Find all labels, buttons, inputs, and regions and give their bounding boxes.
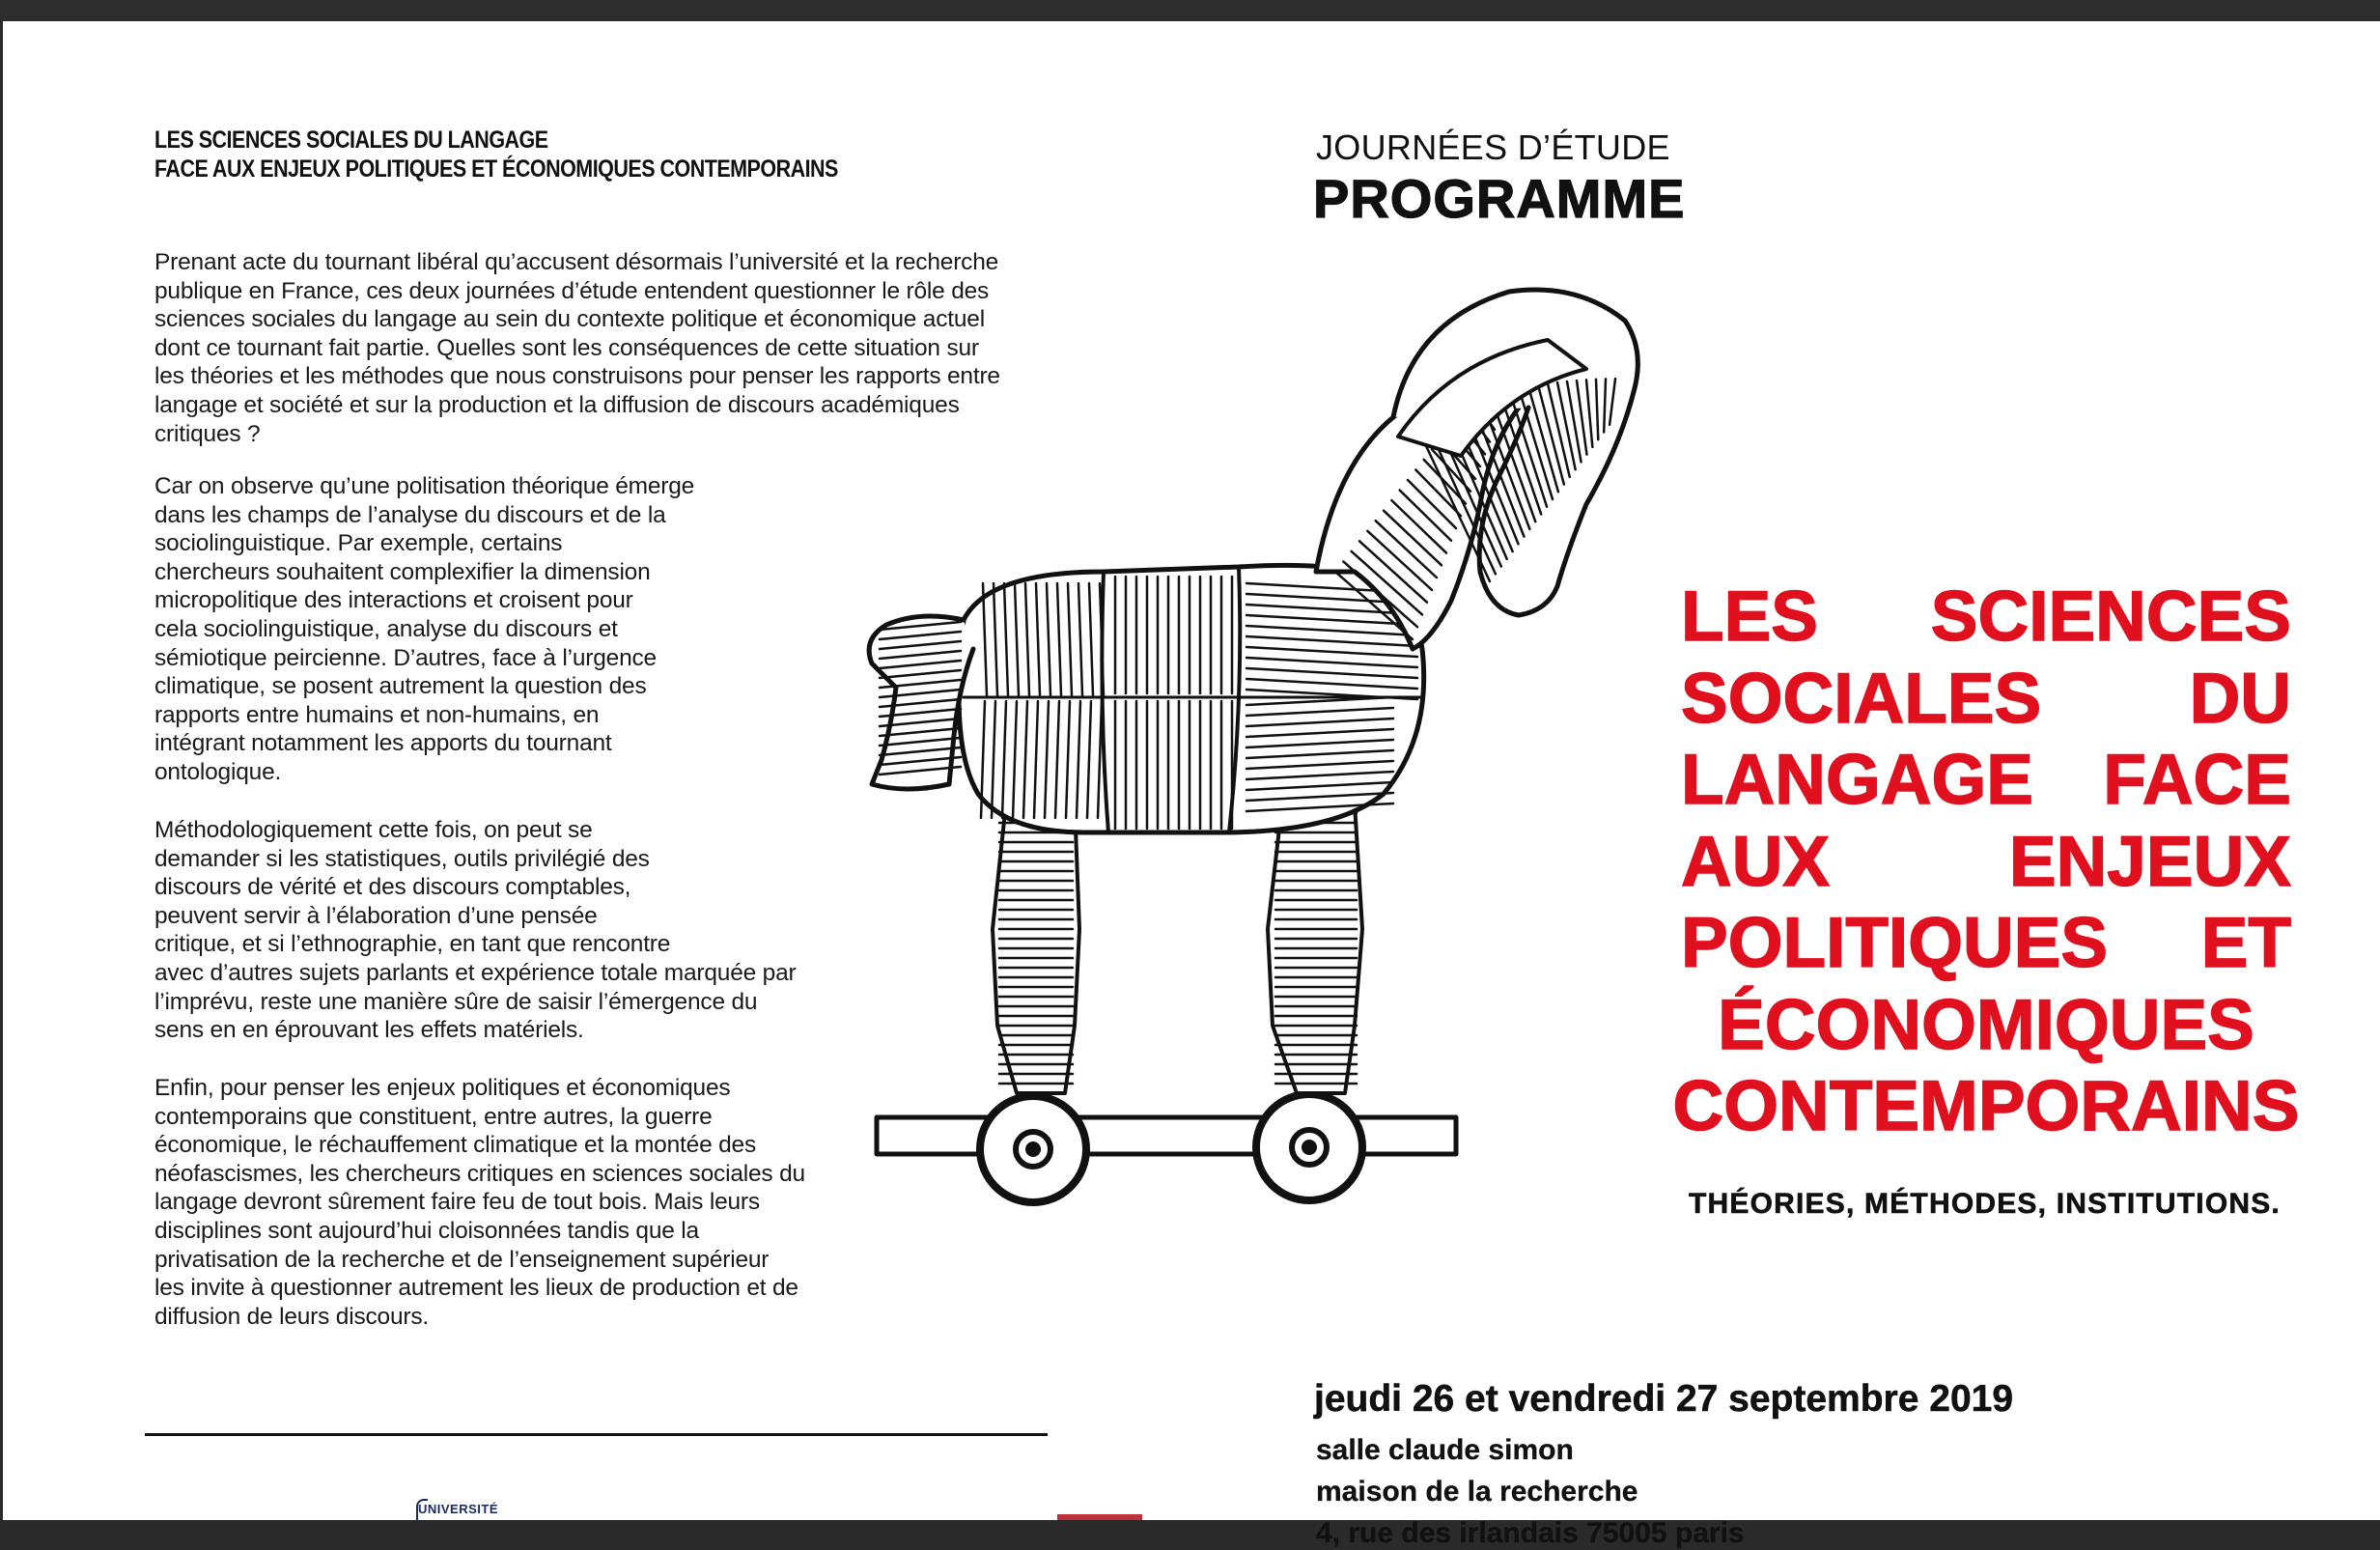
event-dates: jeudi 26 et vendredi 27 septembre 2019 [1314, 1378, 2014, 1420]
paragraph-line: cela sociolinguistique, analyse du discours et [154, 615, 618, 642]
paragraph-line: sciences sociales du langage au sein du contexte politique et économique actuel [154, 306, 985, 333]
window-top-bar [0, 0, 2380, 21]
main-title-word: ET [2200, 904, 2291, 982]
university-logo-text: UNIVERSITÉ [418, 1502, 499, 1516]
main-title-line [1681, 740, 2291, 822]
main-title-line [1681, 822, 2291, 904]
paragraph-line: chercheurs souhaitent complexifier la dimension [154, 558, 651, 585]
main-title-line [1681, 985, 2291, 1067]
paragraph-line: Prenant acte du tournant libéral qu’accusent désormais l’université et la recherche [154, 249, 999, 275]
conclusion-paragraph [154, 1074, 805, 1331]
venue-building: maison de la recherche [1316, 1476, 1638, 1508]
main-title-line [1681, 659, 2291, 741]
paragraph-line: disciplines sont aujourd’hui cloisonnées tandis que la [154, 1217, 699, 1244]
paragraph-line: sens en en éprouvant les effets matériels. [154, 1017, 584, 1044]
paragraph-line: l’imprévu, reste une manière sûre de saisir l’émergence du [154, 988, 758, 1015]
main-title-word: DU [2189, 659, 2291, 738]
paragraph-line: privatisation de la recherche et de l’enseignement supérieur [154, 1246, 770, 1273]
paragraph-line: les invite à questionner autrement les lieux de production et de [154, 1275, 798, 1302]
paragraph-line: les théories et les méthodes que nous construisons pour penser les rapports entre [154, 363, 1000, 390]
main-title-line [1681, 577, 2291, 659]
main-title-line [1681, 903, 2291, 985]
paragraph-line: climatique, se posent autrement la question des [154, 673, 647, 700]
main-title-line [1672, 1066, 2300, 1148]
paragraph-line: langage et société et sur la production et la diffusion de discours académiques [154, 391, 960, 418]
paragraph-line: dans les champs de l’analyse du discours et de la [154, 501, 666, 528]
main-title-word: AUX [1681, 822, 1831, 901]
paragraph-line: demander si les statistiques, outils privilégié des [154, 845, 650, 872]
paragraph-line: micropolitique des interactions et croisent pour [154, 587, 633, 614]
left-header-line: FACE AUX ENJEUX POLITIQUES ET ÉCONOMIQUES CONTEMPORAINS [154, 155, 838, 183]
venue-room: salle claude simon [1316, 1434, 1574, 1466]
main-title-word: ENJEUX [2008, 822, 2291, 901]
paragraph-line: peuvent servir à l’élaboration d’une pensée [154, 902, 598, 929]
main-title-word: SCIENCES [1930, 578, 2291, 656]
main-title-word: SOCIALES [1681, 659, 2042, 738]
paragraph-line: Enfin, pour penser les enjeux politiques et économiques [154, 1075, 731, 1101]
paragraph-line: publique en France, ces deux journées d’étude entendent questionner le rôle des [154, 277, 990, 304]
paragraph-line: diffusion de leurs discours. [154, 1303, 430, 1330]
left-header-line: LES SCIENCES SOCIALES DU LANGAGE [154, 127, 548, 154]
left-header [154, 126, 838, 183]
paragraph-line: critiques ? [154, 420, 261, 447]
paragraph-line: critique, et si l’ethnographie, en tant que rencontre [154, 931, 671, 958]
paragraph-line: langage devront sûrement faire feu de tout bois. Mais leurs [154, 1189, 760, 1216]
paragraph-line: ontologique. [154, 758, 282, 785]
kicker: JOURNÉES D’ÉTUDE [1316, 127, 1670, 167]
paragraph-line: intégrant notamment les apports du tournant [154, 730, 612, 757]
main-title-word: LANGAGE [1681, 741, 2033, 819]
main-title-word: FACE [2103, 741, 2291, 819]
paragraph-line: économique, le réchauffement climatique et la montée des [154, 1132, 757, 1159]
programme-heading: PROGRAMME [1313, 168, 1686, 229]
paragraph-line: avec d’autres sujets parlants et expérience totale marquée par [154, 959, 797, 986]
left-divider [145, 1433, 1048, 1436]
paragraph-line: sémiotique peircienne. D’autres, face à l’urgence [154, 644, 657, 671]
paragraph-line: néofascismes, les chercheurs critiques en sciences sociales du [154, 1160, 805, 1187]
paragraph-line: sociolinguistique. Par exemple, certains [154, 530, 563, 557]
subtitle: THÉORIES, MÉTHODES, INSTITUTIONS. [1689, 1188, 2281, 1220]
partner-logo-mark [1057, 1514, 1142, 1520]
venue-address: 4, rue des irlandais 75005 paris [1316, 1517, 1745, 1549]
document-page [3, 21, 2380, 1549]
paragraph-line: Méthodologiquement cette fois, on peut se [154, 817, 593, 843]
main-title [1672, 577, 2300, 1148]
main-title-word: CONTEMPORAINS [1672, 1067, 2300, 1145]
trojan-horse-illustration [717, 330, 1683, 1199]
method-paragraph [154, 816, 796, 1045]
main-title-word: LES [1681, 578, 1818, 656]
paragraph-line: dont ce tournant fait partie. Quelles sont les conséquences de cette situation sur [154, 334, 979, 361]
main-title-word: POLITIQUES [1681, 904, 2109, 982]
paragraph-line: discours de vérité et des discours comptables, [154, 874, 631, 901]
paragraph-line: Car on observe qu’une politisation théorique émerge [154, 473, 695, 499]
main-title-word: ÉCONOMIQUES [1718, 985, 2254, 1064]
paragraph-line: contemporains que constituent, entre autres, la guerre [154, 1103, 713, 1130]
theory-paragraph [154, 472, 694, 787]
paragraph-line: rapports entre humains et non-humains, en [154, 701, 600, 728]
